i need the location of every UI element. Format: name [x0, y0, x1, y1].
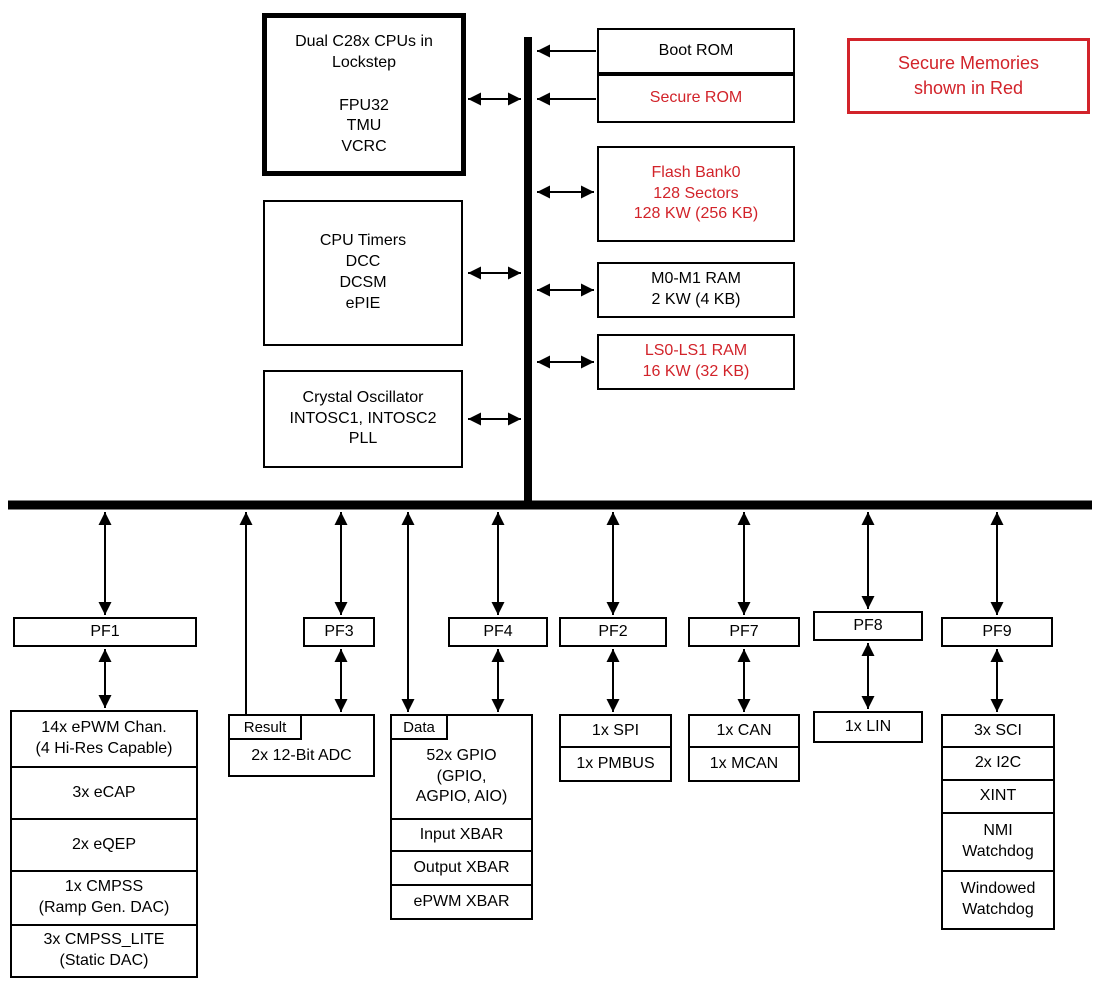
- cmpss-lite-line-1: 3x CMPSS_LITE: [43, 931, 165, 949]
- cpu-title-line1: Dual C28x CPUs in: [295, 33, 433, 50]
- pmbus-label: 1x PMBUS: [576, 754, 655, 772]
- pf7-frame: [688, 617, 800, 647]
- sci-label: 3x SCI: [973, 721, 1022, 739]
- can-row: [688, 714, 800, 748]
- ls0ls1-ram-box: [597, 334, 795, 390]
- osc-line-2: INTOSC1, INTOSC2: [289, 409, 437, 427]
- legend-line-2: shown in Red: [913, 78, 1024, 98]
- pf2-label: PF2: [598, 622, 628, 640]
- output-xbar-row: [390, 850, 533, 886]
- cmpss-line-2: (Ramp Gen. DAC): [38, 899, 170, 916]
- pf1-frame: [13, 617, 197, 647]
- cmpss-row: [10, 870, 198, 926]
- pf1-label: PF1: [90, 622, 120, 640]
- flash-bank0-box: [597, 146, 795, 242]
- pf3-frame: [303, 617, 375, 647]
- mcan-row: [688, 746, 800, 782]
- pf3-label: PF3: [324, 622, 354, 640]
- ecap-label: 3x eCAP: [72, 783, 136, 801]
- i2c-row: [941, 746, 1055, 781]
- lin-label: 1x LIN: [844, 717, 892, 735]
- timers-line-4: ePIE: [345, 294, 381, 312]
- pf7-label: PF7: [729, 622, 759, 640]
- input-xbar-label: Input XBAR: [419, 825, 504, 843]
- ecap-row: [10, 766, 198, 820]
- epwm-xbar-label: ePWM XBAR: [413, 892, 510, 910]
- cpu-feature-vcrc: VCRC: [341, 138, 387, 156]
- spi-label: 1x SPI: [591, 721, 640, 739]
- flash-line-2: 128 Sectors: [653, 184, 739, 202]
- adc-label: 2x 12-Bit ADC: [251, 747, 352, 765]
- pf8-frame: [813, 611, 923, 641]
- secure-rom-box: [597, 74, 795, 123]
- windowed-watchdog-line-1: Windowed: [960, 880, 1036, 898]
- epwm-xbar-row: [390, 884, 533, 920]
- data-tab-label: Data: [403, 718, 435, 736]
- result-tab: [228, 714, 302, 740]
- timers-line-3: DCSM: [339, 274, 387, 291]
- mcan-label: 1x MCAN: [709, 754, 779, 772]
- eqep-label: 2x eQEP: [71, 835, 137, 853]
- epwm-line-1: 14x ePWM Chan.: [41, 719, 167, 737]
- flash-line-1: Flash Bank0: [651, 163, 741, 181]
- xint-row: [941, 779, 1055, 814]
- m0m1-ram-box: [597, 262, 795, 318]
- osc-line-3: PLL: [348, 430, 378, 448]
- oscillator-block: [263, 370, 463, 468]
- eqep-row: [10, 818, 198, 872]
- pf2-frame: [559, 617, 667, 647]
- gpio-line-1: 52x GPIO: [426, 746, 497, 764]
- ls0ls1-line-2: 16 KW (32 KB): [642, 363, 750, 380]
- cmpss-lite-line-2: (Static DAC): [59, 952, 149, 969]
- secure-legend: [847, 38, 1090, 114]
- can-label: 1x CAN: [716, 721, 772, 739]
- lin-box: [813, 711, 923, 743]
- cpu-title-line2: Lockstep: [331, 53, 397, 71]
- boot-rom-label: Boot ROM: [658, 41, 734, 59]
- pf8-label: PF8: [853, 616, 883, 634]
- cmpss-lite-row: [10, 924, 198, 978]
- m0m1-line-1: M0-M1 RAM: [651, 270, 741, 288]
- epwm-row: [10, 710, 198, 768]
- legend-line-1: Secure Memories: [897, 52, 1040, 73]
- i2c-label: 2x I2C: [974, 754, 1022, 772]
- sci-row: [941, 714, 1055, 748]
- boot-rom-box: [597, 28, 795, 74]
- pf9-frame: [941, 617, 1053, 647]
- nmi-watchdog-line-2: Watchdog: [962, 843, 1034, 860]
- result-tab-label: Result: [243, 718, 287, 736]
- secure-rom-label: Secure ROM: [649, 89, 743, 107]
- m0m1-line-2: 2 KW (4 KB): [651, 291, 741, 308]
- cpu-lockstep-block: [262, 13, 466, 176]
- pf9-label: PF9: [982, 622, 1012, 640]
- epwm-line-2: (4 Hi-Res Capable): [35, 740, 173, 757]
- ls0ls1-line-1: LS0-LS1 RAM: [644, 342, 748, 360]
- timers-line-2: DCC: [345, 253, 381, 271]
- spi-row: [559, 714, 672, 748]
- input-xbar-row: [390, 818, 533, 852]
- pf4-label: PF4: [483, 622, 513, 640]
- cmpss-line-1: 1x CMPSS: [64, 878, 144, 896]
- nmi-watchdog-line-1: NMI: [983, 822, 1013, 840]
- pf4-frame: [448, 617, 548, 647]
- gpio-line-3: AGPIO, AIO): [415, 788, 508, 806]
- windowed-watchdog-line-2: Watchdog: [962, 901, 1034, 918]
- output-xbar-label: Output XBAR: [413, 858, 510, 876]
- timers-line-1: CPU Timers: [319, 232, 407, 250]
- xint-label: XINT: [979, 787, 1017, 805]
- data-tab: [390, 714, 448, 740]
- cpu-timers-block: [263, 200, 463, 346]
- gpio-line-2: (GPIO,: [436, 767, 487, 785]
- pmbus-row: [559, 746, 672, 782]
- flash-line-3: 128 KW (256 KB): [633, 205, 759, 223]
- windowed-watchdog-row: [941, 870, 1055, 930]
- osc-line-1: Crystal Oscillator: [302, 388, 424, 406]
- nmi-watchdog-row: [941, 812, 1055, 872]
- cpu-feature-tmu: TMU: [346, 117, 382, 135]
- cpu-feature-fpu32: FPU32: [339, 96, 389, 114]
